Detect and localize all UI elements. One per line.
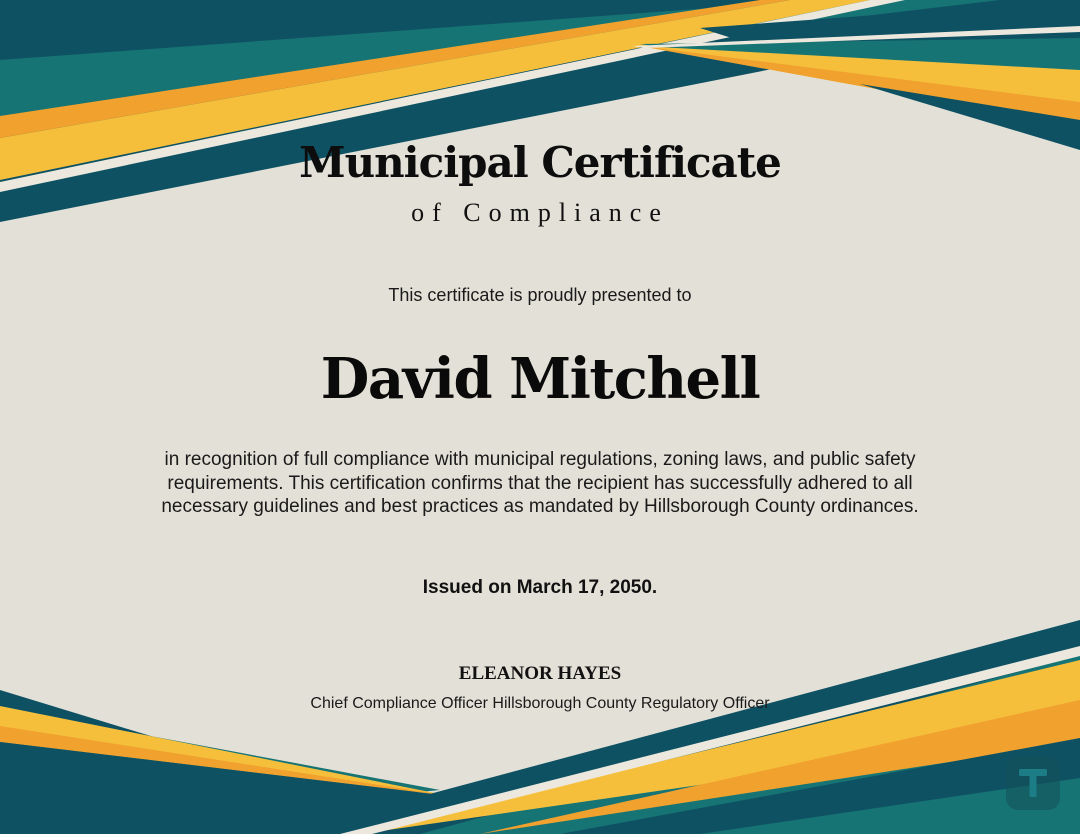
presented-to-line: This certificate is proudly presented to: [388, 285, 692, 305]
certificate-subtitle: of Compliance: [411, 198, 669, 227]
issue-date: Issued on March 17, 2050.: [422, 577, 658, 598]
template-logo-icon: [1006, 756, 1060, 810]
recipient-name: David Mitchell: [320, 346, 760, 412]
signer-name: ELEANOR HAYES: [458, 663, 622, 684]
certificate-body: in recognition of full compliance with municipal regulations, zoning laws, and public safety requirements. This certification confirms that the recipient has successfully adhered to all necessary guidelines and best practices as mandated by Hillsborough County ordinances.: [161, 449, 919, 517]
certificate-title: Municipal Certificate: [299, 138, 781, 187]
signer-role: Chief Compliance Officer Hillsborough County Regulatory Officer: [310, 695, 770, 712]
